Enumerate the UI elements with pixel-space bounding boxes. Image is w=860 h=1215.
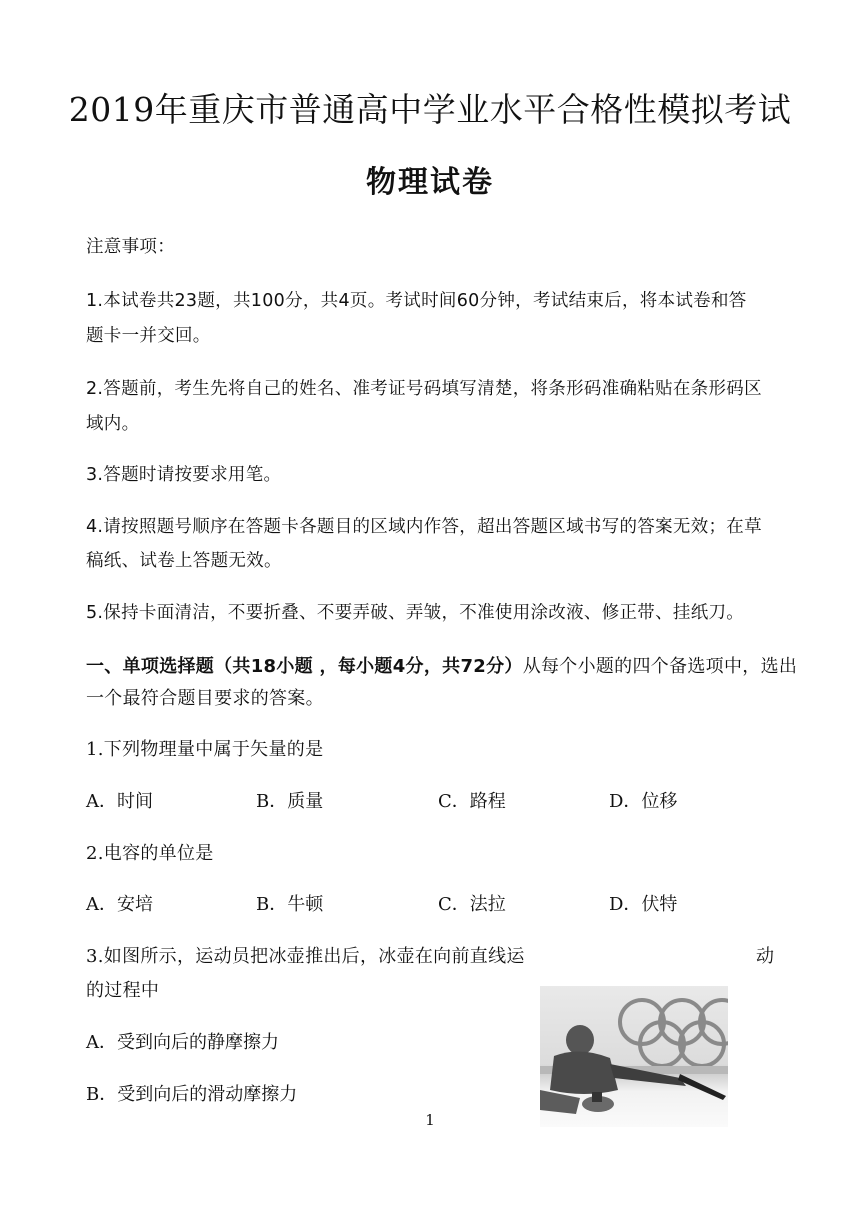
question-1-option-d: D．位移 — [609, 791, 678, 812]
section-1-heading-line-2: 一个最符合题目要求的答案。 — [86, 688, 324, 709]
notice-item-2-line-1: 2.答题前，考生先将自己的姓名、准考证号码填写清楚，将条形码准确粘贴在条形码区 — [86, 379, 762, 399]
question-1-option-a: A．时间 — [86, 791, 153, 812]
notice-heading: 注意事项： — [86, 237, 175, 257]
notice-item-4-line-2: 稿纸、试卷上答题无效。 — [86, 551, 282, 571]
question-2-option-a: A．安培 — [86, 894, 153, 915]
question-2-option-d: D．伏特 — [609, 894, 678, 915]
question-1-option-b: B．质量 — [256, 791, 324, 812]
section-1-heading — [86, 652, 797, 678]
question-3-stem-end: 动 — [756, 946, 774, 967]
curling-athlete-figure — [540, 986, 728, 1127]
notice-item-4-line-1: 4.请按照题号顺序在答题卡各题目的区域内作答，超出答题区域书写的答案无效；在草 — [86, 517, 762, 537]
notice-item-5: 5.保持卡面清洁，不要折叠、不要弄破、弄皱，不准使用涂改液、修正带、挂纸刀。 — [86, 603, 745, 623]
question-1-option-c: C．路程 — [438, 791, 506, 812]
question-3-stem-line-1: 3.如图所示，运动员把冰壶推出后，冰壶在向前直线运 — [86, 946, 525, 967]
notice-item-1-line-1: 1.本试卷共23题，共100分，共4页。考试时间60分钟，考试结束后，将本试卷和答 — [86, 291, 747, 311]
question-2-stem: 2.电容的单位是 — [86, 843, 214, 864]
question-1-stem: 1.下列物理量中属于矢量的是 — [86, 739, 324, 760]
question-2-option-c: C．法拉 — [438, 894, 506, 915]
question-3-option-b: B．受到向后的滑动摩擦力 — [86, 1084, 298, 1105]
question-3-option-a: A．受到向后的静摩擦力 — [86, 1032, 279, 1053]
section-1-heading-bold: 一、单项选择题（共18小题 ，每小题4分，共72分） — [86, 656, 523, 677]
exam-subtitle: 物理试卷 — [366, 165, 494, 200]
exam-title: 2019年重庆市普通高中学业水平合格性模拟考试 — [68, 90, 792, 129]
notice-item-1-line-2: 题卡一并交回。 — [86, 326, 211, 346]
notice-item-2-line-2: 域内。 — [86, 414, 140, 434]
notice-item-3: 3.答题时请按要求用笔。 — [86, 465, 282, 485]
section-1-heading-rest: 从每个小题的四个备选项中，选出 — [522, 656, 798, 677]
question-3-stem-line-2: 的过程中 — [86, 980, 160, 1001]
question-2-option-b: B．牛顿 — [256, 894, 324, 915]
curling-athlete-photo — [540, 986, 728, 1127]
page-number: 1 — [425, 1111, 435, 1129]
